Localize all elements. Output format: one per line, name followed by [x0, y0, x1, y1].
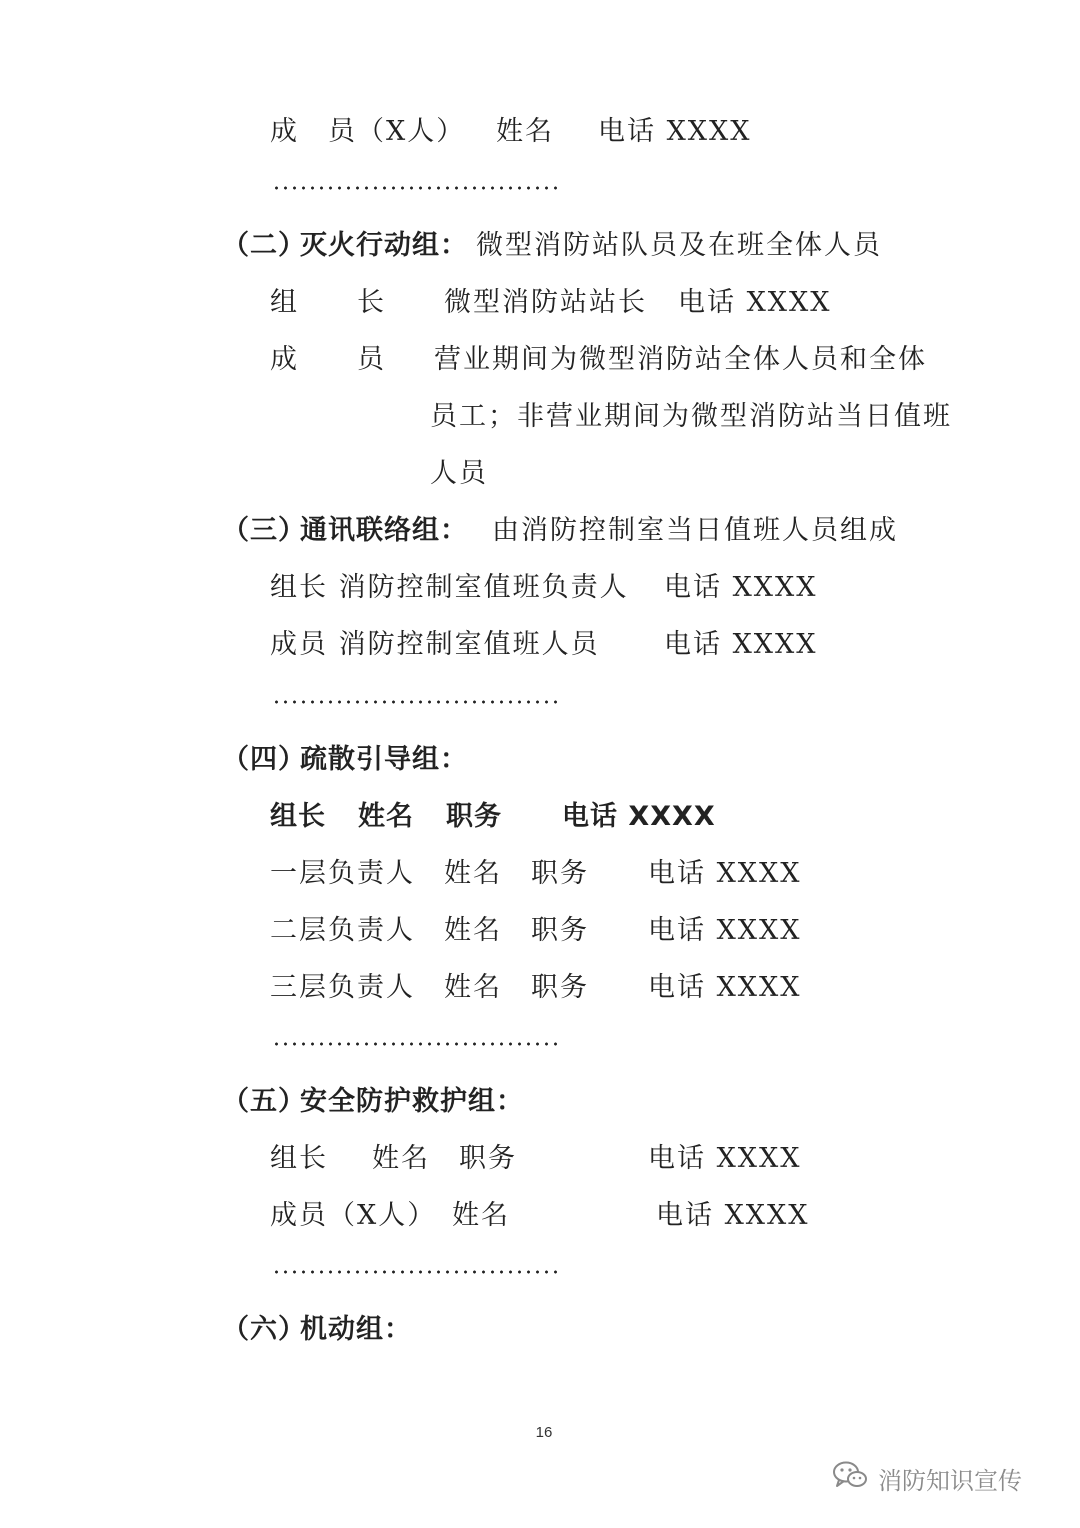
section-heading: （四） [222, 744, 306, 775]
text: 由消防控制室当日值班人员组成 [492, 515, 898, 546]
section-heading: （五） [222, 1086, 306, 1117]
text: 姓名 [452, 1200, 510, 1231]
ellipsis-divider [272, 1042, 560, 1046]
text: 组长 [270, 1143, 328, 1174]
text: 电话 XXXX [664, 572, 818, 603]
ellipsis-divider [272, 1270, 560, 1274]
text: 职务 [531, 858, 589, 889]
text: 姓名 [372, 1143, 430, 1174]
text: 电话 XXXX [648, 1143, 802, 1174]
text: 电话 XXXX [598, 116, 752, 147]
section-heading: （六） [222, 1314, 306, 1345]
section-heading: 灭火行动组： [300, 230, 468, 261]
ellipsis-divider [272, 186, 560, 190]
text: 人员 [430, 458, 488, 489]
text: 电话 XXXX [648, 972, 802, 1003]
section-heading: （三） [222, 515, 306, 546]
text: 成员（X人） [270, 1200, 437, 1231]
text: 姓名 [444, 858, 502, 889]
text: 职务 [531, 915, 589, 946]
text: 组长 消防控制室值班负责人 [270, 572, 629, 603]
text: 电话 XXXX [678, 287, 832, 318]
section-heading: 机动组： [300, 1314, 412, 1345]
text: 成 员 [270, 344, 386, 375]
text: 组 长 [270, 287, 386, 318]
text: 成 员（X人） [270, 116, 466, 147]
text: 微型消防站队员及在班全体人员 [476, 230, 882, 261]
text: 一层负责人 [270, 858, 415, 889]
ellipsis-divider [272, 700, 560, 704]
text: 职务 [459, 1143, 517, 1174]
text: 职务 [446, 801, 502, 832]
text: 电话 XXXX [648, 858, 802, 889]
text: 三层负责人 [270, 972, 415, 1003]
wechat-icon [832, 1460, 868, 1496]
text: 电话 XXXX [664, 629, 818, 660]
section-heading: （二） [222, 230, 306, 261]
watermark [832, 1460, 1022, 1496]
text: 姓名 [444, 915, 502, 946]
text: 职务 [531, 972, 589, 1003]
text: 员工；非营业期间为微型消防站当日值班 [430, 401, 952, 432]
text: 二层负责人 [270, 915, 415, 946]
text: 组长 [270, 801, 326, 832]
text: 电话 XXXX [656, 1200, 810, 1231]
text: 微型消防站站长 [444, 287, 647, 318]
text: 电话 XXXX [562, 801, 716, 832]
section-heading: 通讯联络组： [300, 515, 468, 546]
text: 营业期间为微型消防站全体人员和全体 [434, 344, 927, 375]
text: 成员 消防控制室值班人员 [270, 629, 600, 660]
text: 姓名 [358, 801, 414, 832]
watermark-text: 消防知识宣传 [878, 1466, 1022, 1495]
text: 电话 XXXX [648, 915, 802, 946]
section-heading: 安全防护救护组： [300, 1086, 524, 1117]
section-heading: 疏散引导组： [300, 744, 468, 775]
text: 姓名 [444, 972, 502, 1003]
page-number: 16 [535, 1424, 553, 1441]
text: 姓名 [496, 116, 554, 147]
